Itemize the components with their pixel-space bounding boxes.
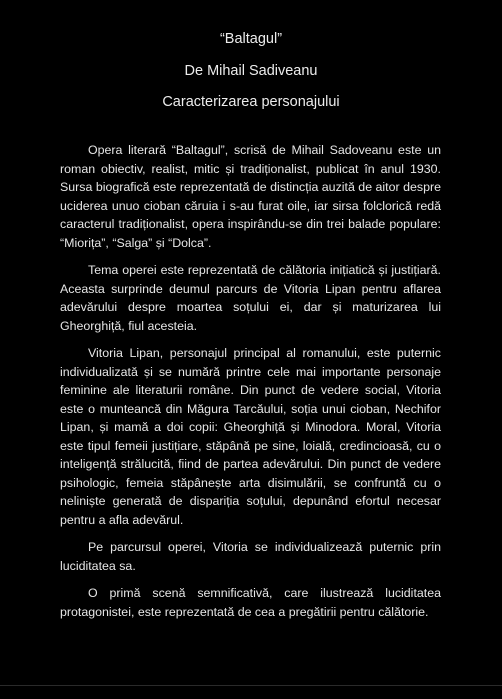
document-title: “Baltagul” xyxy=(219,31,283,47)
document-author: De Mihail Sadiveanu xyxy=(184,63,318,79)
paragraph: Tema operei este reprezentată de călătoria inițiatică și justițiară. Aceasta surprinde deumul parcurs de Vitoria Lipan pentru aflarea adevărului despre moartea soțului ei, dar și maturizarea lui Gheorghiță, fiul acesteia. xyxy=(60,263,441,333)
document-body xyxy=(60,141,441,630)
paragraph: Vitoria Lipan, personajul principal al romanului, este puternic individualizată și se numără printre cele mai importante personaje feminine ale literaturii române. Din punct de vedere social, Vitoria este o munteancă din Măgura Tarcăului, soția unui cioban, Nechifor Lipan, și mamă a doi copii: Gheorghiță și Minodora. Moral, Vitoria este tipul femeii justițiare, stăpână pe sine, loială, credincioasă, cu o inteligență strălucită, fiind de partea adevărului. Din punct de vedere psihologic, femeia stăpânește arta disimulării, se confruntă cu o neliniște generată de dispariția soțului, depunând efortul necesar pentru a afla adevărul. xyxy=(60,346,441,527)
paragraph: Opera literară “Baltagul”, scrisă de Mihail Sadoveanu este un roman obiectiv, realist, mitic și tradiționalist, publicat în anul 1930. Sursa biografică este reprezentată de distincția auzită de aitor despre uciderea unuo cioban căruia i s-au furat oile, iar sirsa folclorică redă caracterul tradiționalist, opera inspirându-se din trei balade populare: “Miorița”, “Salga” și “Dolca”. xyxy=(60,143,441,250)
page-divider xyxy=(0,685,502,686)
paragraph: O primă scenă semnificativă, care ilustrează luciditatea protagonistei, este reprezentată de cea a pregătirii pentru călătorie. xyxy=(60,586,441,619)
document-subtitle: Caracterizarea personajului xyxy=(162,94,340,110)
paragraph: Pe parcursul operei, Vitoria se individualizează puternic prin luciditatea sa. xyxy=(60,540,441,573)
